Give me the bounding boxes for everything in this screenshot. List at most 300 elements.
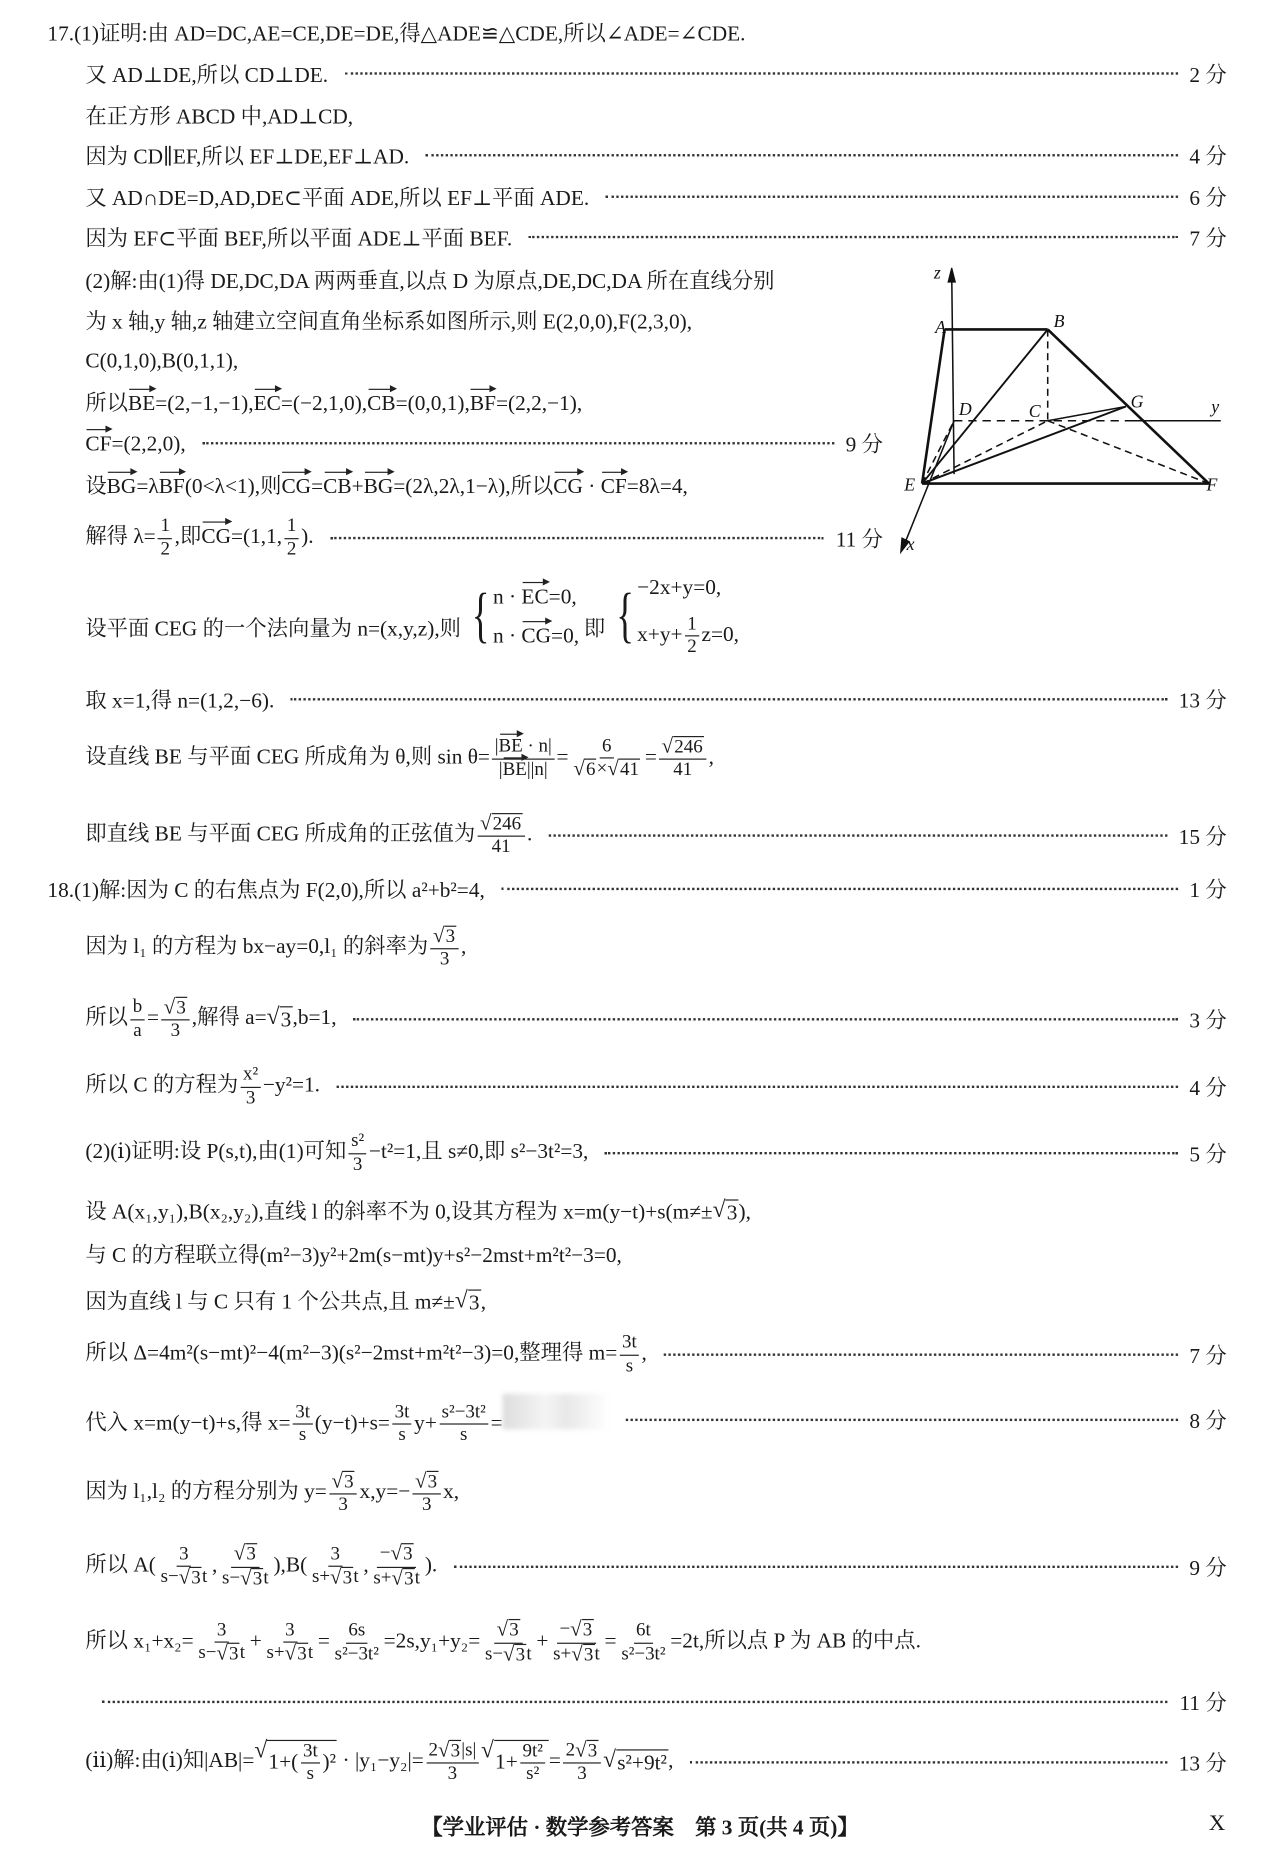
math-text: 3t — [295, 1401, 311, 1422]
radicand — [267, 1739, 337, 1785]
system-row — [637, 613, 739, 658]
denominator — [285, 539, 299, 561]
math-text: −t²=1,且 s≠0,即 s²−3t²=3, — [368, 1139, 589, 1163]
math-text: 41 — [673, 759, 693, 780]
math-group — [85, 733, 714, 780]
line-content — [85, 1194, 751, 1226]
radical-icon: √ — [178, 1564, 191, 1589]
math-text: =(2,2,0), — [111, 430, 186, 455]
numerator — [241, 1064, 261, 1087]
math-text: 41 — [491, 836, 511, 857]
math-text: BE — [128, 391, 156, 415]
math-text: 3 — [404, 1568, 414, 1589]
label-x: x — [906, 533, 915, 554]
radicand — [403, 1567, 415, 1590]
line-content — [85, 922, 467, 971]
line-content — [85, 1131, 588, 1176]
math-text: x, — [443, 1479, 460, 1503]
denominator — [336, 1495, 350, 1517]
fraction — [492, 736, 554, 781]
math-text: t — [353, 1567, 359, 1588]
numerator — [130, 997, 144, 1020]
solution-line — [85, 1540, 1227, 1589]
math-group — [85, 993, 337, 1041]
square-root — [330, 1564, 353, 1590]
radical-icon: √ — [254, 1737, 268, 1764]
fraction — [158, 516, 172, 561]
fraction — [196, 1620, 247, 1666]
fraction — [264, 1620, 315, 1666]
math-text: s− — [160, 1567, 179, 1588]
math-text: 3 — [252, 1568, 263, 1589]
dot-leader — [690, 1761, 1167, 1763]
fraction — [483, 1616, 534, 1666]
math-text: = — [146, 1005, 160, 1029]
solution-line — [85, 219, 1226, 255]
label-E: E — [904, 474, 916, 495]
math-text: = — [556, 744, 569, 769]
fraction — [301, 1741, 321, 1786]
math-text: · |y₁−y₂|= — [337, 1748, 424, 1773]
vector — [503, 759, 527, 781]
radicand — [175, 996, 187, 1019]
math-text: s — [625, 1355, 634, 1376]
vector — [107, 474, 137, 499]
radicand — [726, 1200, 739, 1226]
math-text: 3 — [216, 1619, 227, 1640]
math-text: 3 — [427, 1471, 438, 1492]
square-root — [240, 1567, 263, 1590]
dot-leader — [102, 1701, 1168, 1703]
math-text: 6 — [601, 735, 612, 756]
math-text: −y²=1. — [262, 1072, 321, 1097]
math-text: 3 — [170, 1020, 181, 1041]
dot-leader — [605, 1152, 1178, 1154]
line-content — [85, 181, 589, 212]
math-text: 3 — [191, 1568, 201, 1589]
solution-line — [85, 1616, 921, 1665]
math-text: )² — [322, 1748, 336, 1773]
math-text: 即直线 BE 与平面 CEG 所成角的正弦值为 — [85, 821, 476, 846]
math-group — [163, 993, 187, 1018]
score-label: 4 分 — [1189, 1076, 1227, 1100]
numerator — [600, 736, 614, 759]
line-content — [85, 1616, 921, 1666]
denominator — [243, 1087, 257, 1109]
math-text: =(2,2,−1), — [495, 391, 583, 415]
square-root — [216, 1640, 239, 1666]
math-text: , — [480, 1288, 487, 1313]
vector — [254, 391, 281, 416]
score-label: 7 分 — [1189, 226, 1227, 251]
numerator — [215, 1620, 229, 1643]
math-text: 246 — [492, 813, 522, 834]
vector — [521, 584, 548, 609]
system-row — [637, 574, 739, 599]
label-y: y — [1211, 396, 1220, 417]
label-D: D — [958, 398, 972, 419]
math-text: −2x+y=0, — [637, 574, 722, 599]
math-text: ,解得 a= — [191, 1005, 267, 1029]
line-content — [85, 469, 688, 500]
math-group — [85, 63, 328, 87]
math-text: 3 — [280, 1007, 292, 1032]
dot-leader — [353, 1018, 1177, 1020]
radical-icon: √ — [481, 1737, 494, 1764]
square-root — [233, 1540, 257, 1566]
math-group — [85, 309, 692, 333]
math-group — [499, 759, 548, 779]
radical-icon: √ — [570, 1616, 582, 1641]
math-text: 3 — [445, 926, 456, 947]
edge-CF — [1048, 421, 1209, 484]
square-root — [433, 922, 456, 948]
math-group — [85, 186, 589, 210]
fraction — [371, 1540, 422, 1590]
math-text: 1 — [160, 515, 170, 536]
denominator — [158, 1564, 209, 1590]
label-C: C — [1028, 401, 1041, 422]
line-content — [85, 58, 328, 89]
math-group — [428, 1737, 477, 1761]
numerator — [392, 1402, 412, 1425]
math-text: 3t — [302, 1740, 318, 1761]
fraction — [478, 810, 525, 859]
math-text: 所以 C 的方程为 — [85, 1072, 239, 1097]
math-text: 3 — [352, 1153, 363, 1174]
math-group — [85, 574, 743, 657]
fraction — [685, 613, 699, 658]
solution-line — [85, 1401, 1227, 1445]
numerator — [520, 1741, 545, 1764]
math-group — [85, 269, 774, 293]
math-text: 3 — [285, 1619, 295, 1640]
math-text: s²−3t² — [441, 1401, 486, 1422]
solution-line — [47, 14, 745, 50]
math-text: 解得 λ= — [85, 524, 156, 548]
fraction — [220, 1540, 271, 1590]
math-text: 因为 EF⊂平面 BEF,所以平面 ADE⊥平面 BEF. — [85, 226, 513, 251]
math-group — [85, 1289, 486, 1313]
solution-line — [85, 1236, 622, 1272]
square-root — [254, 1739, 337, 1785]
math-text: − — [559, 1619, 571, 1640]
math-text: x,y=− — [359, 1479, 411, 1503]
math-text: 246 — [674, 736, 703, 757]
radical-icon: √ — [503, 1640, 515, 1665]
radical-icon: √ — [437, 1737, 450, 1761]
label-G: G — [1130, 391, 1144, 412]
line-content — [85, 574, 743, 658]
dot-leader — [549, 834, 1167, 836]
denominator — [524, 1764, 542, 1786]
coordinate-figure — [891, 263, 1235, 557]
math-text: 设直线 BE 与平面 CEG 所成角为 θ,则 sin θ= — [85, 744, 490, 769]
radicand — [402, 1543, 414, 1566]
math-text: 因为 l₁ 的方程为 bx−ay=0,l₁ 的斜率为 — [85, 934, 429, 958]
numerator — [177, 1544, 191, 1567]
line-content — [85, 264, 774, 295]
solution-line — [85, 733, 714, 780]
math-text: ||n| — [526, 759, 548, 780]
label-F: F — [1206, 474, 1218, 495]
radicand — [279, 1006, 292, 1032]
fraction — [158, 1544, 209, 1590]
radical-icon: √ — [575, 1737, 587, 1761]
math-group — [493, 584, 577, 608]
score-label: 15 分 — [1178, 824, 1227, 849]
math-text: 所以 Δ=4m²(s−mt)²−4(m²−3)(s²−2mst+m²t²−3)=0,整理得 m= — [85, 1340, 618, 1365]
math-text: s — [398, 1424, 406, 1445]
numerator — [328, 1544, 342, 1567]
vector — [364, 474, 394, 499]
line-content — [85, 431, 185, 456]
math-text: 3 — [330, 1543, 341, 1564]
radicand — [494, 1739, 549, 1785]
math-text: 为 x 轴,y 轴,z 轴建立空间直角坐标系如图所示,则 E(2,0,0),F(2,3,0), — [85, 309, 693, 334]
math-text: a — [133, 1019, 142, 1041]
math-text: x² — [242, 1064, 259, 1085]
dot-leader — [345, 72, 1178, 74]
equation-system — [466, 581, 580, 650]
blurred-region — [503, 1393, 610, 1429]
math-text: + — [351, 474, 364, 498]
vector — [159, 474, 185, 499]
math-text: t — [526, 1643, 532, 1664]
denominator — [297, 1425, 309, 1447]
math-text: s+ — [266, 1643, 285, 1664]
math-text: C(0,1,0),B(0,1,1), — [85, 347, 239, 372]
math-text: BF — [158, 474, 185, 498]
radical-icon: √ — [266, 1003, 280, 1030]
math-text: , — [641, 1340, 647, 1365]
math-text: ), — [738, 1198, 752, 1223]
math-group — [637, 613, 740, 657]
dot-leader — [606, 196, 1178, 198]
math-text: s² — [351, 1130, 365, 1151]
math-group — [85, 1199, 751, 1223]
numerator — [634, 1620, 654, 1643]
fraction — [349, 1131, 367, 1176]
math-group — [573, 756, 640, 780]
math-text: BG — [363, 474, 394, 498]
solution-line — [85, 179, 1226, 215]
fraction — [413, 1467, 441, 1516]
radical-icon: √ — [240, 1565, 252, 1589]
denominator — [158, 539, 172, 561]
math-text: 3t — [394, 1401, 410, 1422]
math-group — [331, 1467, 355, 1492]
math-text: t — [201, 1567, 208, 1588]
radicand — [228, 1643, 240, 1666]
dot-leader — [330, 537, 824, 539]
math-text: 所以 — [85, 1005, 129, 1029]
line-content — [85, 684, 274, 715]
numerator — [161, 993, 189, 1020]
vector — [128, 391, 155, 416]
radical-icon: √ — [415, 1467, 427, 1492]
denominator — [196, 1640, 247, 1666]
numerator — [478, 810, 525, 837]
system-row — [493, 584, 579, 609]
dot-leader — [454, 1566, 1178, 1568]
line-content — [85, 733, 714, 782]
math-text: 3 — [179, 1543, 189, 1564]
math-text: 3 — [229, 1643, 239, 1665]
solution-line — [85, 1737, 1227, 1784]
math-text: CG — [553, 474, 583, 498]
fraction — [332, 1620, 381, 1665]
math-group — [661, 733, 704, 757]
math-text: 3 — [246, 1544, 256, 1565]
math-group — [85, 1401, 609, 1445]
math-text: = — [490, 1409, 503, 1434]
line-content — [85, 1284, 486, 1316]
score-label: 13 分 — [1178, 1751, 1227, 1776]
dot-leader — [337, 1086, 1178, 1088]
fraction — [563, 1739, 601, 1785]
math-text: s+ — [311, 1567, 331, 1588]
math-text: BE — [498, 736, 523, 757]
math-text: n · — [492, 584, 522, 609]
math-text: ). — [301, 524, 314, 548]
math-text: 3 — [577, 1763, 587, 1784]
radicand — [341, 1567, 353, 1590]
math-text: =2t,所以点 P 为 AB 的中点. — [670, 1628, 921, 1653]
square-root — [454, 1287, 481, 1316]
square-root — [603, 1746, 668, 1775]
numerator — [349, 1131, 367, 1154]
math-text: 6 — [585, 759, 596, 780]
math-text: s² — [526, 1763, 540, 1784]
math-group — [85, 1467, 460, 1515]
score-label: 11 分 — [1179, 1691, 1227, 1715]
square-root — [573, 756, 596, 782]
math-text: s — [298, 1424, 307, 1445]
math-text: , — [363, 1552, 369, 1577]
math-text: t — [239, 1643, 246, 1664]
line-content — [85, 1239, 622, 1270]
solution-line — [85, 56, 1226, 92]
math-text: = — [604, 1628, 617, 1653]
numerator — [283, 1620, 297, 1643]
math-text: CG — [201, 524, 232, 548]
solution-line — [85, 343, 238, 379]
math-text: 3 — [439, 949, 450, 970]
math-text: 2 — [428, 1739, 438, 1760]
math-text: 3 — [726, 1201, 738, 1225]
math-group — [47, 878, 484, 902]
numerator — [231, 1540, 259, 1567]
fraction — [520, 1741, 545, 1786]
radical-icon: √ — [331, 1467, 343, 1492]
math-group — [85, 145, 409, 169]
math-text: z=0, — [701, 621, 740, 646]
fraction — [392, 1402, 412, 1447]
math-group — [415, 1467, 438, 1492]
line-content — [47, 17, 745, 48]
solution-line — [85, 1064, 1227, 1108]
math-text: · — [582, 474, 601, 498]
score-label: 6 分 — [1189, 186, 1227, 210]
math-text: − — [379, 1543, 391, 1564]
line-content — [47, 873, 484, 904]
line-content — [85, 1540, 438, 1590]
equation-system — [610, 574, 739, 658]
math-text: ),B( — [273, 1552, 308, 1577]
math-group — [85, 391, 582, 415]
solution-line — [85, 810, 1227, 857]
math-text: 3 — [403, 1544, 413, 1565]
square-root — [571, 1640, 594, 1666]
math-group — [637, 574, 721, 598]
math-text: =(−2,1,0), — [280, 391, 368, 415]
denominator — [496, 759, 550, 781]
math-text: 2 — [565, 1739, 576, 1760]
numerator — [413, 1467, 441, 1494]
fraction — [161, 993, 189, 1042]
radical-icon: √ — [573, 756, 585, 780]
math-group — [85, 1540, 438, 1589]
math-text: 即 — [583, 616, 606, 641]
square-root — [503, 1640, 526, 1666]
math-text: 设 — [85, 474, 107, 498]
math-text: = — [644, 744, 657, 769]
fraction — [329, 1467, 357, 1516]
radical-icon: √ — [391, 1565, 403, 1589]
line-content — [85, 516, 313, 561]
numerator — [301, 1741, 321, 1764]
label-A: A — [935, 317, 946, 338]
denominator — [168, 1020, 182, 1042]
score-label: 13 分 — [1178, 688, 1227, 713]
math-text: |s| — [461, 1739, 477, 1760]
math-text: 因为 CD∥EF,所以 EF⊥DE,EF⊥AD. — [85, 144, 410, 169]
radical-icon: √ — [330, 1564, 342, 1589]
math-text: . — [527, 821, 533, 846]
math-text: 1 — [286, 515, 297, 536]
square-root — [712, 1197, 739, 1226]
radical-icon: √ — [661, 733, 674, 757]
math-text: , — [461, 934, 467, 958]
numerator — [563, 1739, 601, 1763]
numerator — [285, 516, 299, 539]
solution-line — [85, 993, 1227, 1041]
math-text: 3 — [583, 1644, 594, 1665]
solution-line — [85, 1192, 751, 1228]
score-label: 2 分 — [1189, 62, 1227, 87]
denominator — [685, 636, 699, 658]
system-row — [493, 623, 579, 648]
math-text: 设平面 CEG 的一个法向量为 n=(x,y,z),则 — [85, 616, 462, 641]
edge-BF — [1048, 329, 1209, 483]
denominator — [264, 1640, 315, 1666]
fraction — [310, 1544, 361, 1590]
math-text: 3 — [468, 1291, 480, 1315]
math-text: 2 — [687, 636, 697, 657]
system-rows — [637, 574, 739, 658]
math-text: s²−3t² — [621, 1643, 666, 1664]
math-text: x+y+ — [637, 621, 683, 646]
z-arrow — [948, 268, 955, 282]
math-text: (y−t)+s= — [314, 1409, 390, 1434]
numerator — [426, 1739, 479, 1763]
math-text: =(1,1, — [231, 524, 283, 548]
numerator — [685, 613, 699, 636]
math-text: 1 — [687, 613, 697, 634]
square-root — [496, 1616, 520, 1642]
radicand — [245, 1543, 257, 1566]
